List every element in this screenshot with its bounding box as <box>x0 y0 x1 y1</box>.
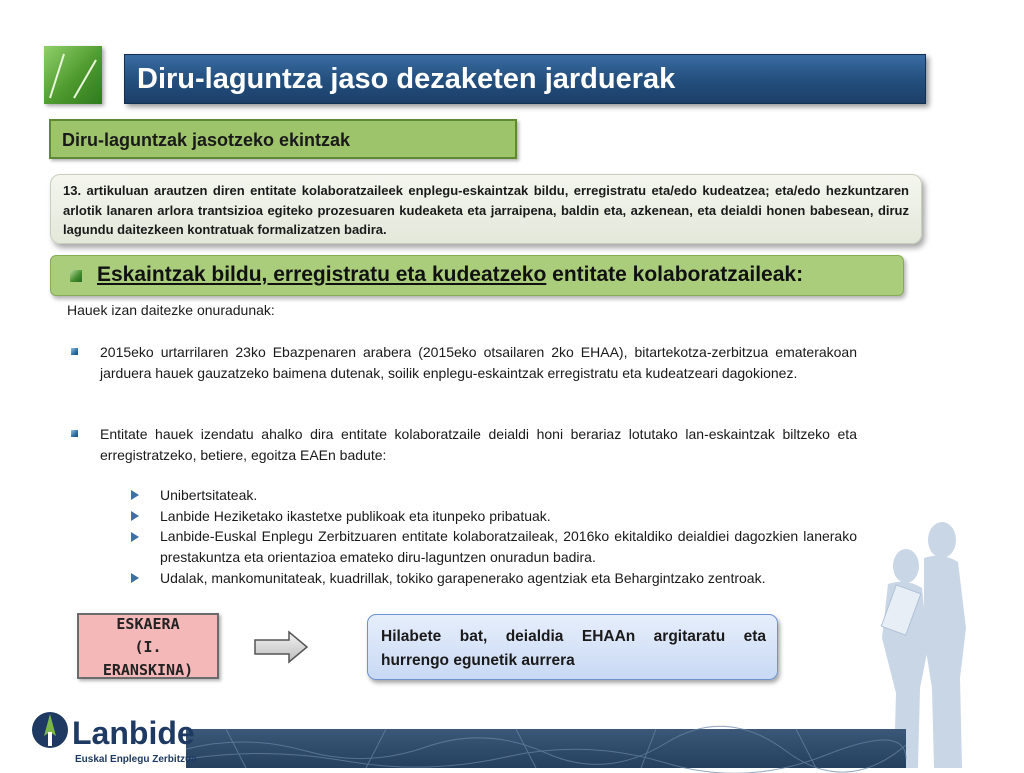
square-bullet-icon <box>71 430 78 437</box>
svg-text:Lanbide: Lanbide <box>72 715 195 751</box>
lead-text: Hauek izan daitezke onuradunak: <box>67 302 275 318</box>
sub-list-item: Unibertsitateak. <box>160 487 258 503</box>
triangle-bullet-icon <box>131 490 139 500</box>
section-header <box>50 255 904 296</box>
eskaera-line-3: ERANSKINA) <box>102 661 194 679</box>
section-title <box>97 263 803 287</box>
info-box <box>50 174 922 244</box>
decorative-logo-square <box>44 46 102 104</box>
deadline-text: Hilabete bat, deialdia EHAAn argitaratu eta hurrengo egunetik aurrera <box>381 628 766 669</box>
square-bullet-icon <box>70 270 82 282</box>
bullet-item: 2015eko urtarrilaren 23ko Ebazpenaren arabera (2015eko otsailaren 2ko EHAA), bitartekotza-zerbitzua ematerakoan jarduera hauek gauzatzeko baimena dutenak, soilik enplegu-eskaintzak erregistratu eta kudeatzeari dagokionez. <box>100 344 857 381</box>
footer-strip <box>186 729 906 768</box>
lanbide-tagline: Euskal Enplegu Zerbitzua <box>75 754 197 765</box>
title-bar <box>124 54 926 104</box>
triangle-bullet-icon <box>131 573 139 583</box>
bullet-item: Entitate hauek izendatu ahalko dira entitate kolaboratzaile deialdi honi berariaz lotutako lan-eskaintzak biltzeko eta erregistratzeko, betiere, egoitza EAEn badute: <box>100 426 857 463</box>
lanbide-logo-icon <box>30 706 195 756</box>
sub-list-item: Lanbide Heziketako ikastetxe publikoak eta itunpeko pribatuak. <box>160 508 551 524</box>
subtitle: Diru-laguntzak jasotzeko ekintzak <box>62 130 351 150</box>
section-title-underlined: Eskaintzak bildu, erregistratu eta kudeatzeko <box>97 263 547 286</box>
sub-list-item: Lanbide-Euskal Enplegu Zerbitzuaren entitate kolaboratzaileak, 2016ko ekitaldiko deialdiei dagozkien lanerako prestakuntza eta orientazioa emateko diru-laguntzen onuradun badira. <box>160 528 857 565</box>
page-title: Diru-laguntza jaso dezaketen jarduerak <box>137 63 676 95</box>
section-title-rest: entitate kolaboratzaileak: <box>546 263 804 286</box>
sub-list-item: Udalak, mankomunitateak, kuadrillak, tokiko garapenerako agentziak eta Behargintzako zentroak. <box>160 570 766 586</box>
info-text: 13. artikuluan arautzen diren entitate kolaboratzaileek enplegu-eskaintzak bildu, erregistratu eta/edo kudeatzea; eta/edo hezkuntzaren arlotik lanaren arlora trantsizioa egiteko prozesuaren kudeaketa eta jarraipena, baldin eta, azkenean, eta deialdi honen babesean, diruz lagundu daitezkeen kontratuak formalizatzen badira. <box>63 183 909 237</box>
eskaera-button[interactable] <box>77 613 219 679</box>
right-arrow-icon <box>253 630 309 664</box>
triangle-bullet-icon <box>131 532 139 542</box>
subtitle-bar <box>49 119 517 159</box>
eskaera-line-2: (I. <box>134 638 162 656</box>
eskaera-line-1: ESKAERA <box>116 615 180 633</box>
lanbide-logo <box>30 706 197 768</box>
square-bullet-icon <box>71 348 78 355</box>
deadline-box <box>367 614 778 680</box>
triangle-bullet-icon <box>131 511 139 521</box>
